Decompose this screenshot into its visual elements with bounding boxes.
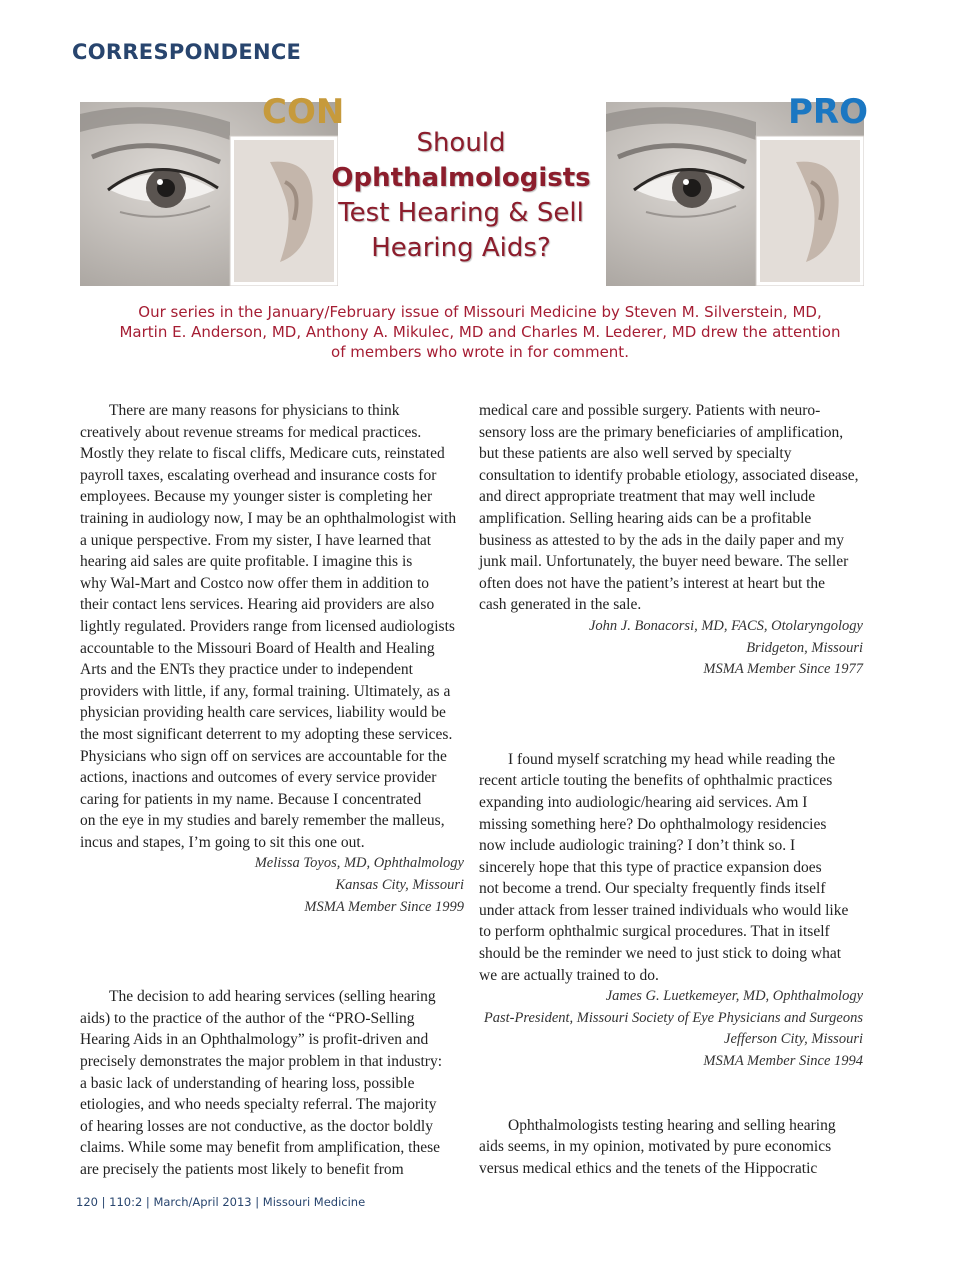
text-line: but these patients are also well served by specialty (479, 445, 792, 463)
letter-toyos (80, 400, 464, 918)
text-line: under attack from lesser trained individuals who would like (479, 901, 849, 919)
signature-title: Past-President, Missouri Society of Eye Physicians and Surgeons (483, 1009, 863, 1026)
text-line: aids) to the practice of the author of the “PRO-Selling (80, 1009, 415, 1027)
text-line: employees. Because my younger sister is completing her (80, 488, 433, 506)
text-line: are precisely the patients most likely to benefit from (80, 1161, 404, 1178)
text-line: missing something here? Do ophthalmology residencies (479, 815, 827, 833)
text-line: lightly regulated. Providers range from licensed audiologists (80, 617, 455, 635)
text-line: why Wal-Mart and Costco now offer them in addition to (80, 574, 430, 592)
text-line: now include audiologic training? I don’t think so. I (479, 837, 796, 855)
letter-bonacorsi-end (479, 400, 863, 681)
text-line: junk mail. Unfortunately, the buyer need beware. The seller (479, 553, 849, 571)
pro-label: PRO (788, 92, 869, 132)
letter-luetkemeyer (479, 749, 863, 1073)
signature-member: MSMA Member Since 1999 (304, 898, 464, 915)
text-line: should be the reminder we need to just stick to doing what (479, 945, 842, 963)
letter-bonacorsi-start (80, 986, 464, 1180)
text-line: not become a trend. Our specialty frequently finds itself (479, 880, 826, 898)
text-line: a basic lack of understanding of hearing loss, possible (80, 1074, 415, 1092)
text-line: Arts and the ENTs they practice under to independent (80, 661, 413, 679)
intro-line-1: Our series in the January/February issue of Missouri Medicine by Steven M. Silverstein, MD, (138, 303, 822, 321)
text-line: aids seems, in my opinion, motivated by pure economics (479, 1138, 832, 1156)
con-label: CON (262, 92, 345, 132)
text-line: creatively about revenue streams for medical practices. (80, 423, 422, 441)
signature-name: Melissa Toyos, MD, Ophthalmology (254, 855, 464, 872)
text-line: incus and stapes, I’m going to sit this one out. (80, 833, 365, 851)
text-line: accountable to the Missouri Board of Health and Healing (80, 639, 435, 657)
left-column (80, 400, 464, 1181)
text-line: There are many reasons for physicians to think (109, 402, 400, 419)
text-line: The decision to add hearing services (selling hearing (109, 988, 436, 1006)
signature-name: James G. Luetkemeyer, MD, Ophthalmology (605, 988, 863, 1005)
text-line: training in audiology now, I may be an ophthalmologist with (80, 509, 457, 527)
text-line: recent article touting the benefits of ophthalmic practices (479, 772, 833, 790)
signature-member: MSMA Member Since 1994 (703, 1053, 863, 1070)
signature-place: Jefferson City, Missouri (724, 1031, 863, 1048)
headline-line-2: Ophthalmologists (331, 163, 591, 193)
text-line: Ophthalmologists testing hearing and selling hearing (508, 1116, 836, 1134)
text-line: caring for patients in my name. Because I concentrated (80, 790, 422, 808)
text-line: on the eye in my studies and barely remember the malleus, (80, 812, 445, 830)
text-line: Physicians who sign off on services are accountable for the (80, 747, 447, 765)
signature-place: Kansas City, Missouri (335, 877, 464, 894)
page-footer: 120 | 110:2 | March/April 2013 | Missouri Medicine (76, 1195, 366, 1209)
text-line: hearing aid sales are quite profitable. I imagine this is (80, 553, 413, 571)
text-line: claims. While some may benefit from amplification, these (80, 1139, 440, 1157)
text-line: Hearing Aids in an Ophthalmology” is profit-driven and (80, 1031, 429, 1049)
right-column (479, 400, 863, 1179)
text-line: a unique perspective. From my sister, I have learned that (80, 531, 432, 549)
text-line: the most significant deterrent to my adopting these services. (80, 725, 453, 743)
text-line: consultation to identify probable etiology, associated disease, (479, 466, 859, 484)
text-line: often does not have the patient’s interest at heart but the (479, 574, 826, 592)
text-line: medical care and possible surgery. Patients with neuro- (479, 402, 821, 419)
text-line: versus medical ethics and the tenets of the Hippocratic (479, 1159, 818, 1177)
text-line: cash generated in the sale. (479, 596, 642, 614)
text-line: actions, inactions and outcomes of every service provider (80, 769, 437, 787)
signature-member: MSMA Member Since 1977 (703, 661, 863, 678)
headline-line-4: Hearing Aids? (371, 233, 551, 263)
text-line: we are actually trained to do. (479, 966, 659, 984)
letter-fourth-start (479, 1115, 863, 1180)
text-line: providers with little, if any, formal training. Ultimately, as a (80, 682, 451, 700)
text-line: and direct appropriate treatment that may well include (479, 488, 816, 506)
headline (330, 126, 592, 266)
text-line: Mostly they relate to fiscal cliffs, Medicare cuts, reinstated (80, 445, 445, 463)
text-line: their contact lens services. Hearing aid providers are also (80, 596, 435, 614)
intro-text (100, 302, 860, 362)
headline-line-1: Should (416, 128, 506, 158)
text-line: sincerely hope that this type of practice expansion does (479, 858, 822, 876)
text-line: precisely demonstrates the major problem in that industry: (80, 1053, 443, 1071)
text-line: payroll taxes, escalating overhead and insurance costs for (80, 466, 437, 484)
text-line: etiologies, and who needs specialty referral. The majority (80, 1096, 437, 1114)
signature-name: John J. Bonacorsi, MD, FACS, Otolaryngology (589, 617, 863, 634)
headline-line-3: Test Hearing & Sell (338, 198, 584, 228)
text-line: to perform ophthalmic surgical procedures. That in itself (479, 923, 830, 941)
text-line: expanding into audiologic/hearing aid services. Am I (479, 793, 808, 811)
text-line: amplification. Selling hearing aids can be a profitable (479, 509, 812, 527)
text-line: of hearing losses are not conductive, as the doctor boldly (80, 1117, 433, 1135)
text-line: business as attested to by the ads in the daily paper and my (479, 531, 845, 549)
signature-place: Bridgeton, Missouri (746, 639, 863, 656)
intro-line-2: Martin E. Anderson, MD, Anthony A. Mikulec, MD and Charles M. Lederer, MD drew the attention (119, 323, 841, 341)
text-line: I found myself scratching my head while reading the (508, 750, 836, 768)
text-line: sensory loss are the primary beneficiaries of amplification, (479, 423, 844, 441)
text-line: physician providing health care services, liability would be (80, 704, 446, 722)
section-title: CORRESPONDENCE (72, 40, 302, 64)
intro-line-3: of members who wrote in for comment. (331, 343, 629, 361)
